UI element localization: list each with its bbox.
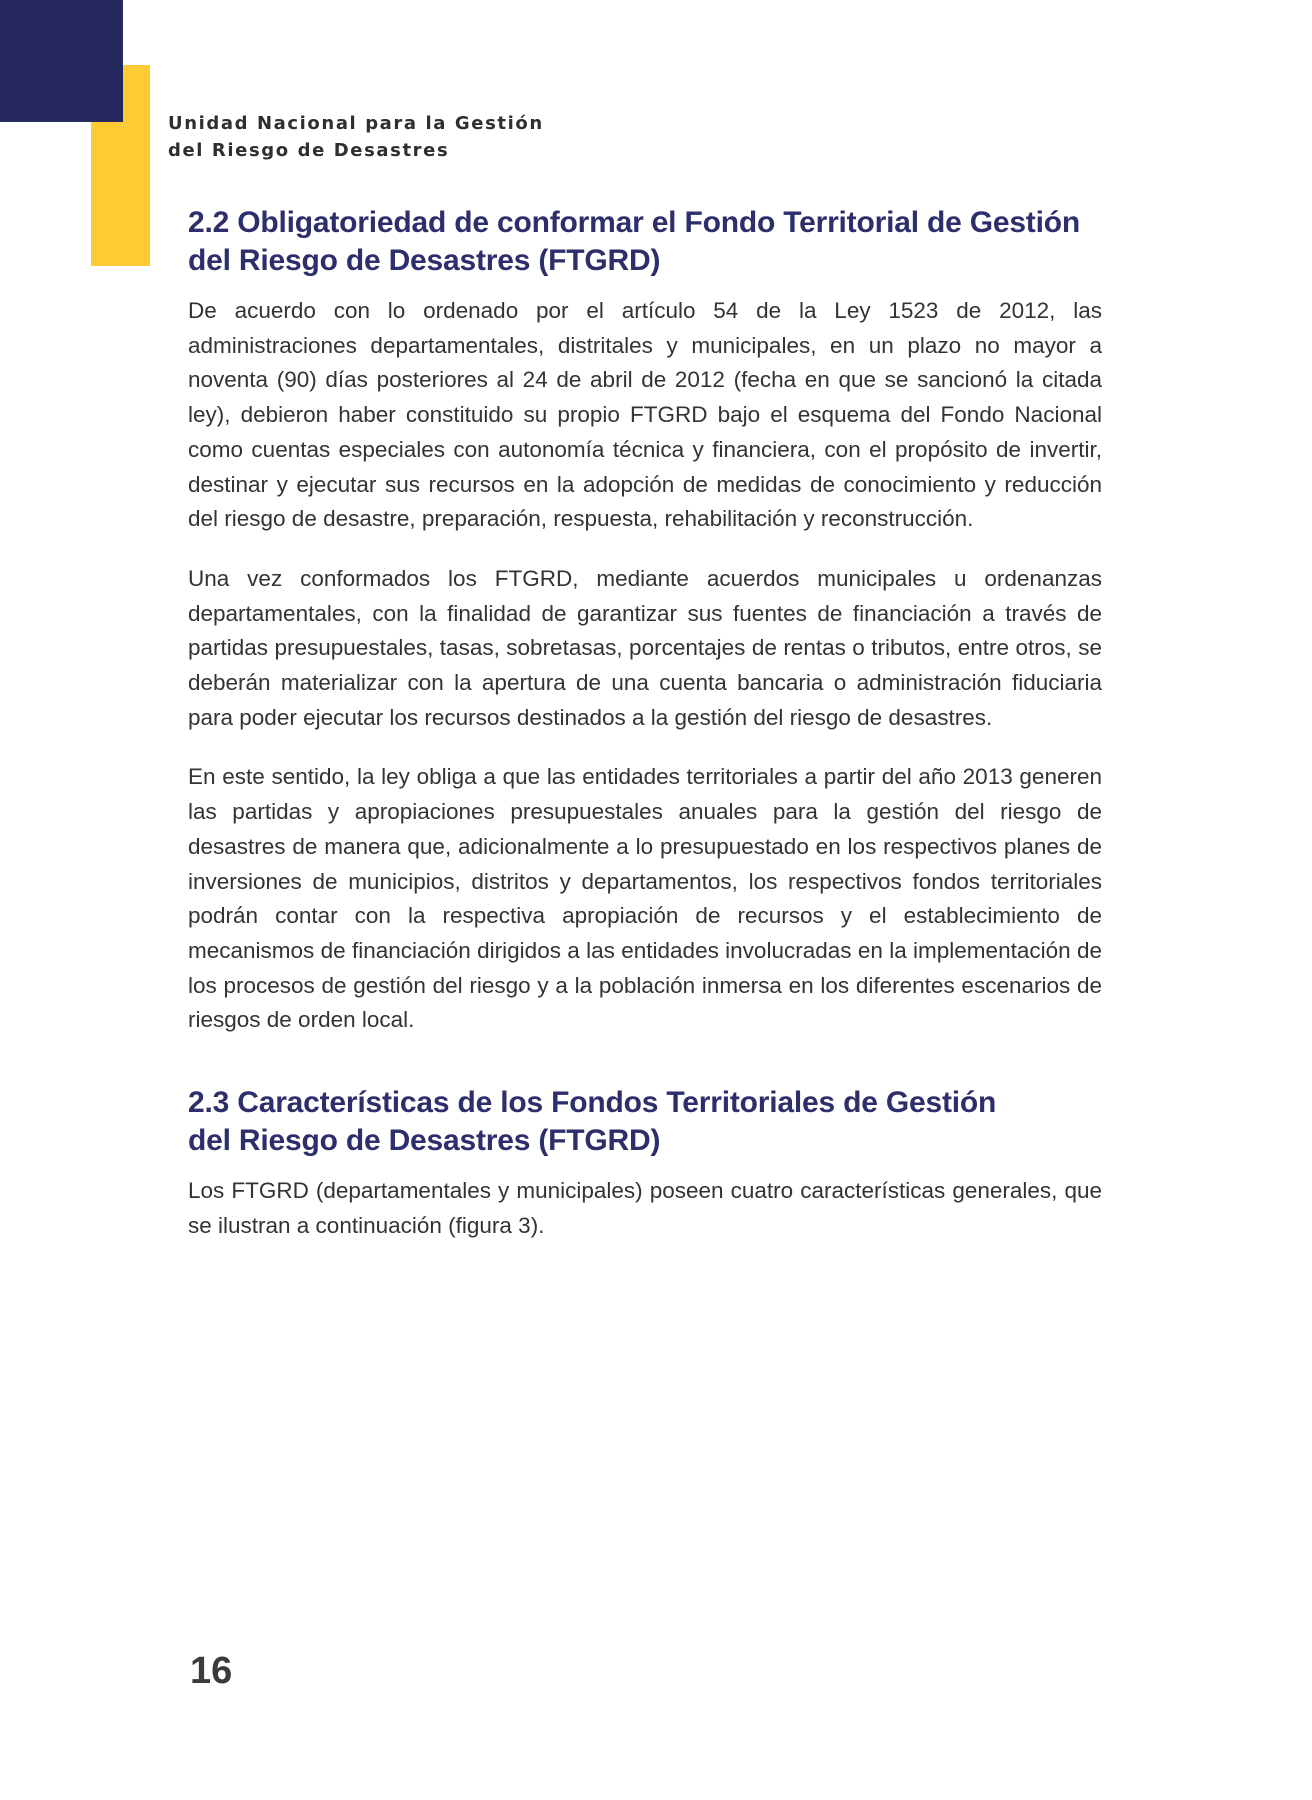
running-header-line-1: Unidad Nacional para la Gestión [168, 113, 544, 134]
section-2-2-heading-line-2: del Riesgo de Desastres (FTGRD) [188, 244, 661, 277]
page-number: 16 [190, 1650, 233, 1692]
section-2-2-heading [188, 204, 1102, 280]
paragraph-3: En este sentido, la ley obliga a que las entidades territoriales a partir del año 2013 generen las partidas y apropiaciones presupuestales anuales para la gestión del riesgo de desastres de manera que, adicionalmente a lo presupuestado en los respectivos planes de inversiones de municipios, distritos y departamentos, los respectivos fondos territoriales podrán contar con la respectiva apropiación de recursos y el establecimiento de mecanismos de financiación dirigidos a las entidades involucradas en la implementación de los procesos de gestión del riesgo y a la población inmersa en los diferentes escenarios de riesgos de orden local. [188, 764, 1102, 1033]
page-content [188, 204, 1102, 1243]
paragraph-2: Una vez conformados los FTGRD, mediante acuerdos municipales u ordenanzas departamentales, con la finalidad de garantizar sus fuentes de financiación a través de partidas presupuestales, tasas, sobretasas, porcentajes de rentas o tributos, entre otros, se deberán materializar con la apertura de una cuenta bancaria o administración fiduciaria para poder ejecutar los recursos destinados a la gestión del riesgo de desastres. [188, 565, 1102, 730]
running-header-line-2: del Riesgo de Desastres [168, 140, 450, 161]
section-2-3 [188, 1084, 1102, 1243]
paragraph-4: Los FTGRD (departamentales y municipales) poseen cuatro características generales, que se ilustran a continuación (figura 3). [188, 1178, 1102, 1238]
running-header [168, 110, 544, 164]
paragraph-1: De acuerdo con lo ordenado por el artículo 54 de la Ley 1523 de 2012, las administraciones departamentales, distritales y municipales, en un plazo no mayor a noventa (90) días posteriores al 24 de abril de 2012 (fecha en que se sancionó la citada ley), debieron haber constituido su propio FTGRD bajo el esquema del Fondo Nacional como cuentas especiales con autonomía técnica y financiera, con el propósito de invertir, destinar y ejecutar sus recursos en la adopción de medidas de conocimiento y reducción del riesgo de desastre, preparación, respuesta, rehabilitación y reconstrucción. [188, 298, 1102, 532]
section-2-2-heading-line-1: 2.2 Obligatoriedad de conformar el Fondo Territorial de Gestión [188, 206, 1080, 239]
section-2-3-heading [188, 1084, 1102, 1160]
navy-corner-block [0, 0, 123, 122]
section-2-3-heading-line-2: del Riesgo de Desastres (FTGRD) [188, 1124, 661, 1158]
section-2-3-heading-line-1: 2.3 Características de los Fondos Territoriales de Gestión [188, 1086, 997, 1120]
section-2-2 [188, 204, 1102, 1038]
